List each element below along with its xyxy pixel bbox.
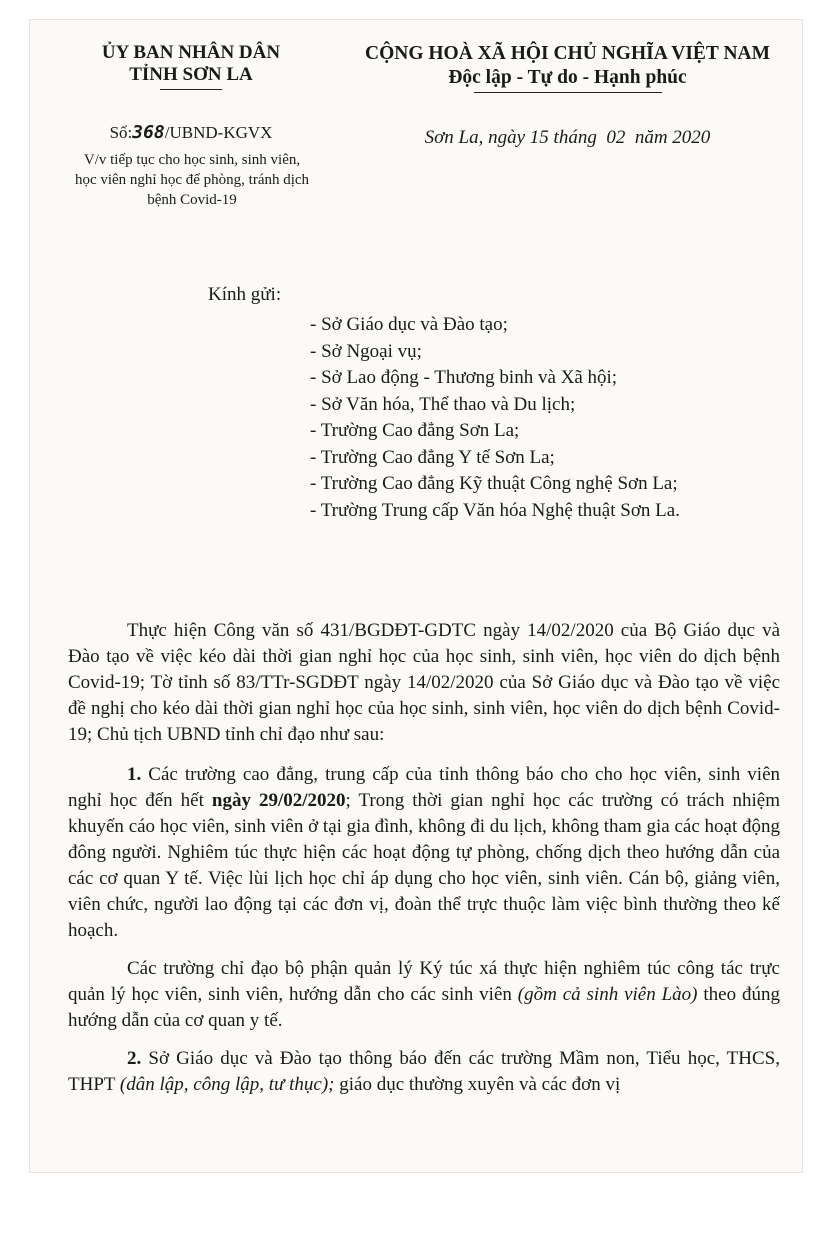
subject-line-1: V/v tiếp tục cho học sinh, sinh viên, (83, 152, 301, 168)
motto-line: Độc lập - Tự do - Hạnh phúc (448, 67, 687, 88)
national-motto-block (345, 42, 790, 93)
dormitory-text-b: theo đúng hướng dẫn của cơ quan y tế. (68, 984, 780, 1031)
doc-number-prefix: Số: (109, 123, 133, 142)
issuer-block (50, 42, 332, 90)
recipient-item: - Sở Lao động - Thương binh và Xã hội; (310, 367, 618, 388)
country-name: CỘNG HOÀ XÃ HỘI CHỦ NGHĨA VIỆT NAM (364, 43, 771, 64)
section-1-text-a: Các trường cao đẳng, trung cấp của tỉnh thông báo cho cho học viên, sinh viên nghỉ học đến hết (68, 764, 780, 811)
motto-underline (474, 92, 662, 93)
recipient-item: - Trường Trung cấp Văn hóa Nghệ thuật Sơn La. (310, 499, 680, 521)
greeting: Kính gửi: (208, 284, 282, 305)
dormitory-italic: (gồm cả sinh viên Lào) (517, 984, 698, 1005)
recipient-item: - Trường Cao đẳng Sơn La; (310, 420, 520, 441)
section-1-deadline: ngày 29/02/2020 (211, 790, 346, 811)
section-2-number: 2. (127, 1048, 142, 1069)
subject-block (46, 150, 338, 210)
issuer-underline (160, 89, 222, 90)
section-2-text-b: giáo dục thường xuyên và các đơn vị (334, 1074, 621, 1095)
document-body (68, 618, 780, 1110)
subject-line-3: bệnh Covid-19 (147, 192, 237, 208)
document-number (50, 122, 332, 143)
recipient-item: - Trường Cao đẳng Y tế Sơn La; (310, 446, 555, 468)
section-1-paragraph (68, 762, 780, 944)
issuer-line-1: ỦY BAN NHÂN DÂN (101, 42, 281, 63)
recipient-item: - Sở Văn hóa, Thể thao và Du lịch; (310, 393, 576, 415)
section-2-paragraph (68, 1046, 780, 1098)
section-1-number: 1. (127, 764, 142, 785)
issuer-line-2: TỈNH SƠN LA (129, 64, 253, 85)
doc-number-suffix: /UBND-KGVX (164, 123, 273, 142)
section-2-italic: (dân lập, công lập, tư thục); (119, 1074, 335, 1095)
date-line: Sơn La, ngày 15 tháng 02 năm 2020 (424, 127, 711, 148)
doc-number-handwritten: 368 (132, 122, 165, 143)
recipient-item: - Sở Giáo dục và Đào tạo; (310, 314, 508, 335)
recipient-list (310, 312, 680, 524)
intro-paragraph: Thực hiện Công văn số 431/BGDĐT-GDTC ngày 14/02/2020 của Bộ Giáo dục và Đào tạo về việc kéo dài thời gian nghỉ học của học sinh, sinh viên, học viên do dịch bệnh Covid-19; Tờ tỉnh số 83/TTr-SGDĐT ngày 14/02/2020 của Sở Giáo dục và Đào tạo về việc đề nghị cho kéo dài thời gian nghỉ học của học sinh, sinh viên, học viên do dịch bệnh Covid-19; Chủ tịch UBND tỉnh chỉ đạo như sau: (68, 620, 780, 745)
dormitory-paragraph (68, 956, 780, 1034)
section-1-text-b: ; Trong thời gian nghỉ học các trường có trách nhiệm khuyến cáo học viên, sinh viên ở tại gia đình, không đi du lịch, không tham gia các hoạt động đông người. Nghiêm túc thực hiện các hoạt động tự phòng, chống dịch theo hướng dẫn của các cơ quan Y tế. Việc lùi lịch học chỉ áp dụng cho học viên, sinh viên. Cán bộ, giảng viên, viên chức, người lao động tại các đơn vị, đoàn thể trực thuộc làm việc bình thường theo kế hoạch. (68, 790, 780, 941)
dormitory-text-a: Các trường chỉ đạo bộ phận quản lý Ký túc xá thực hiện nghiêm túc công tác trực quản lý học viên, sinh viên, hướng dẫn cho các sinh viên (68, 958, 780, 1005)
section-2-text-a: Sở Giáo dục và Đào tạo thông báo đến các trường Mầm non, Tiểu học, THCS, THPT (68, 1048, 780, 1095)
subject-line-2: học viên nghỉ học để phòng, tránh dịch (74, 172, 310, 188)
recipient-item: - Trường Cao đẳng Kỹ thuật Công nghệ Sơn La; (310, 473, 678, 494)
recipient-item: - Sở Ngoại vụ; (310, 340, 422, 362)
